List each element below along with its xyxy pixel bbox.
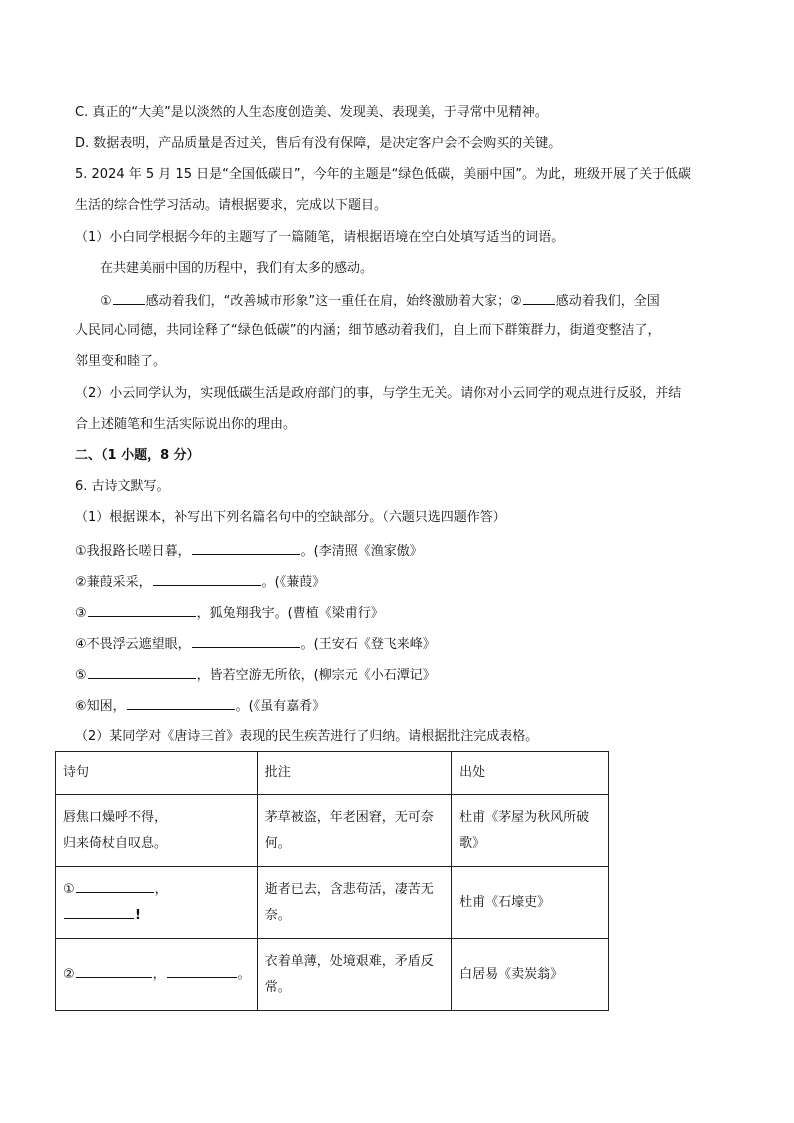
- table-header-row: [56, 752, 609, 795]
- option-d: D. 数据表明，产品质量是否过关，售后有没有保障，是决定客户会不会购买的关键。: [75, 136, 562, 151]
- essay-line4: 邻里变和睦了。: [75, 354, 167, 369]
- q5-intro-line1: 5. 2024 年 5 月 15 日是“全国低碳日”，今年的主题是“绿色低碳，美丽中国”。为此，班级开展了关于低碳: [75, 167, 692, 182]
- essay-text-mid: 感动着我们，“改善城市形象”这一重任在肩，始终激励着大家；②: [145, 294, 522, 309]
- recitation-blank-5[interactable]: [88, 664, 196, 679]
- recitation-item-6: ⑥知困， 。(《虽有嘉肴》: [75, 695, 325, 717]
- poem-cell: ① ， !: [56, 867, 258, 939]
- recitation-item-2: ②蒹葭采采， 。(《蒹葭》: [75, 571, 325, 593]
- recitation-item-5: ⑤ ，皆若空游无所依，(柳宗元《小石潭记》: [75, 664, 436, 686]
- essay-blank-2[interactable]: [523, 290, 555, 305]
- q5-intro-line2: 生活的综合性学习活动。请根据要求，完成以下题目。: [75, 198, 388, 213]
- table-row: [56, 795, 609, 867]
- q6-title: 6. 古诗文默写。: [75, 479, 170, 494]
- table-row: [56, 939, 609, 1011]
- note-cell: 衣着单薄，处境艰难，矛盾反常。: [257, 939, 451, 1011]
- recitation-blank-6[interactable]: [127, 695, 235, 710]
- option-c: C. 真正的“大美”是以淡然的人生态度创造美、发现美、表现美，于寻常中见精神。: [75, 105, 548, 120]
- table-blank-4[interactable]: [167, 963, 237, 978]
- recitation-item-4: ④不畏浮云遮望眼， 。(王安石《登飞来峰》: [75, 633, 436, 655]
- table-row: [56, 867, 609, 939]
- q5-sub2-line1: （2）小云同学认为，实现低碳生活是政府部门的事，与学生无关。请你对小云同学的观点进行反驳，并结: [75, 386, 682, 401]
- note-cell: 逝者已去，含悲苟活，凄苦无奈。: [257, 867, 451, 939]
- recitation-item-1: ①我报路长嗟日暮， 。(李清照《渔家傲》: [75, 540, 423, 562]
- table-blank-1[interactable]: [76, 878, 154, 893]
- essay-marker-1: ①: [100, 294, 112, 309]
- section-heading: 二、（1 小题，8 分）: [75, 448, 200, 463]
- poem-cell: 唇焦口燥呼不得， 归来倚杖自叹息。: [56, 795, 258, 867]
- q6-sub2: （2）某同学对《唐诗三首》表现的民生疾苦进行了归纳。请根据批注完成表格。: [75, 729, 539, 744]
- recitation-blank-3[interactable]: [88, 602, 196, 617]
- q6-sub1: （1）根据课本，补写出下列名篇名句中的空缺部分。（六题只选四题作答）: [75, 510, 506, 525]
- poem-table: [55, 751, 609, 1011]
- recitation-blank-2[interactable]: [153, 571, 261, 586]
- header-source: 出处: [452, 752, 609, 795]
- q5-sub2-line2: 合上述随笔和生活实际说出你的理由。: [75, 417, 297, 432]
- table-blank-2[interactable]: [64, 904, 134, 919]
- essay-blank-1[interactable]: [113, 290, 145, 305]
- note-cell: 茅草被盗，年老困窘，无可奈何。: [257, 795, 451, 867]
- recitation-blank-1[interactable]: [192, 540, 300, 555]
- table-blank-3[interactable]: [76, 963, 152, 978]
- q5-sub1: （1）小白同学根据今年的主题写了一篇随笔，请根据语境在空白处填写适当的词语。: [75, 230, 565, 245]
- essay-line2: [100, 290, 660, 312]
- header-note: 批注: [257, 752, 451, 795]
- header-poem: 诗句: [56, 752, 258, 795]
- essay-text-end: 感动着我们，全国: [555, 294, 660, 309]
- poem-cell: ② ， 。: [56, 939, 258, 1011]
- recitation-blank-4[interactable]: [192, 633, 300, 648]
- source-cell: 杜甫《茅屋为秋风所破歌》: [452, 795, 609, 867]
- source-cell: 杜甫《石壕吏》: [452, 867, 609, 939]
- source-cell: 白居易《卖炭翁》: [452, 939, 609, 1011]
- essay-line3: 人民同心同德，共同诠释了“绿色低碳”的内涵；细节感动着我们，自上而下群策群力，街道变整洁了，: [75, 323, 661, 338]
- essay-line1: 在共建美丽中国的历程中，我们有太多的感动。: [100, 261, 374, 276]
- recitation-item-3: ③ ，狐兔翔我宇。(曹植《梁甫行》: [75, 602, 384, 624]
